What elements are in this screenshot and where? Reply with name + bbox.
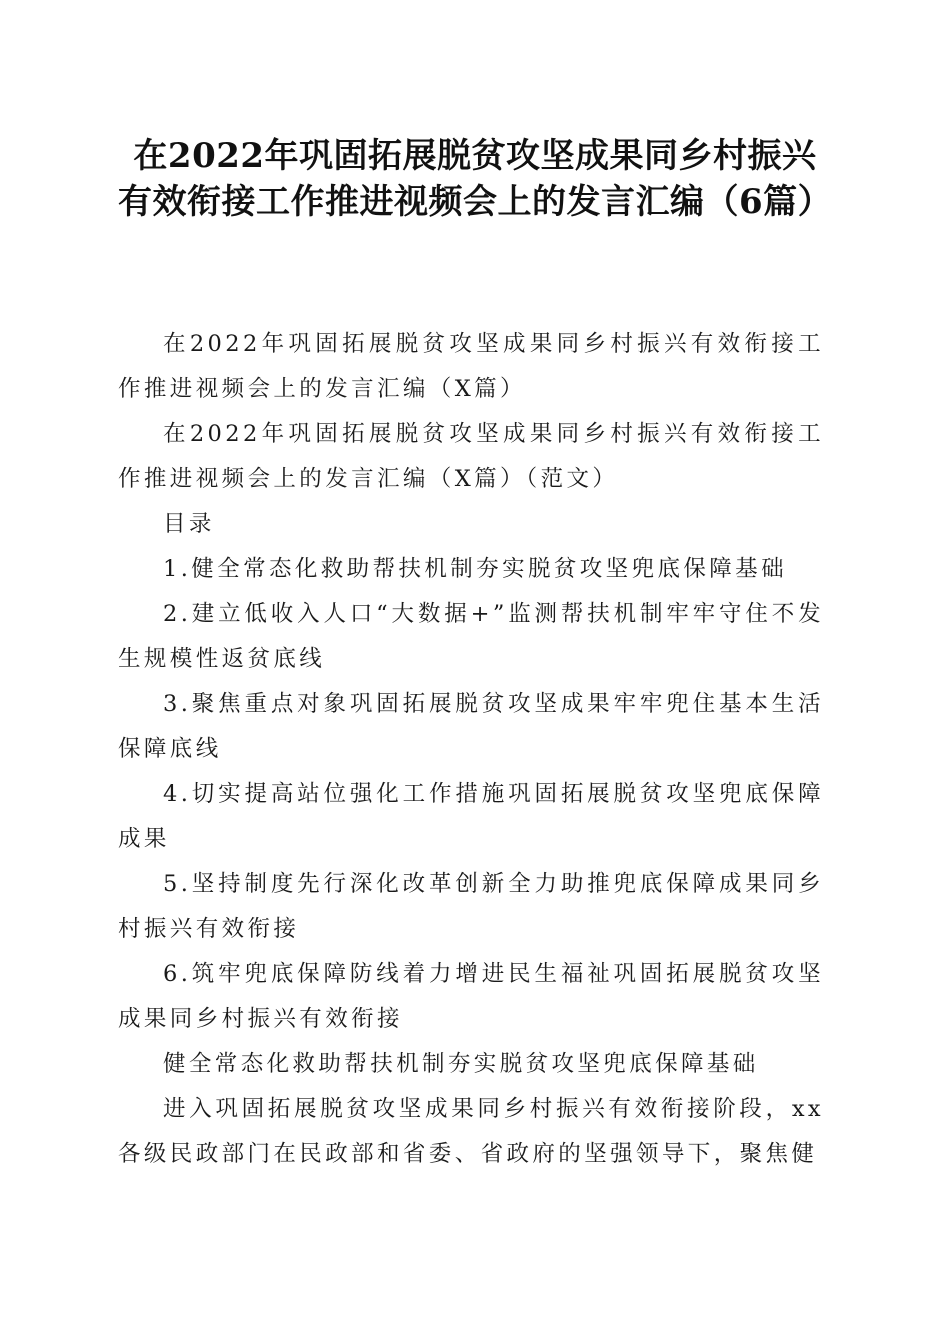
toc-item-2: 2.建立低收入人口“大数据+”监测帮扶机制牢牢守住不发生规模性返贫底线 [118,601,824,672]
paragraph-compilation-title: 在2022年巩固拓展脱贫攻坚成果同乡村振兴有效衔接工作推进视频会上的发言汇编（X篇） [118,331,824,402]
document-title: 在2022年巩固拓展脱贫攻坚成果同乡村振兴有效衔接工作推进视频会上的发言汇编（6篇） [118,136,833,222]
toc-item-5: 5.坚持制度先行深化改革创新全力助推兜底保障成果同乡村振兴有效衔接 [118,871,824,942]
section-body-paragraph: 进入巩固拓展脱贫攻坚成果同乡村振兴有效衔接阶段，xx各级民政部门在民政部和省委、省政府的坚强领导下，聚焦健 [118,1096,824,1167]
toc-item-3: 3.聚焦重点对象巩固拓展脱贫攻坚成果牢牢兜住基本生活保障底线 [118,691,824,762]
document-body [118,322,824,1177]
toc-item-4: 4.切实提高站位强化工作措施巩固拓展脱贫攻坚兜底保障成果 [118,781,824,852]
table-of-contents-heading: 目录 [163,511,215,537]
toc-item-6: 6.筑牢兜底保障防线着力增进民生福祉巩固拓展脱贫攻坚成果同乡村振兴有效衔接 [118,961,824,1032]
toc-item-1: 1.健全常态化救助帮扶机制夯实脱贫攻坚兜底保障基础 [163,556,787,582]
paragraph-compilation-title-sample: 在2022年巩固拓展脱贫攻坚成果同乡村振兴有效衔接工作推进视频会上的发言汇编（X篇）（范文） [118,421,824,492]
section-heading: 健全常态化救助帮扶机制夯实脱贫攻坚兜底保障基础 [163,1051,759,1077]
